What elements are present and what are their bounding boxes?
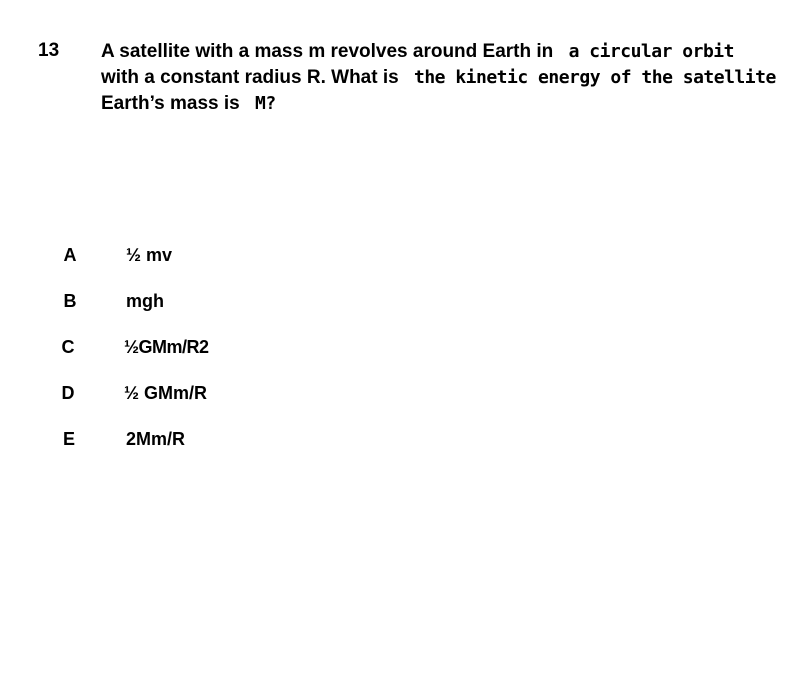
question-text: Earth’s mass is <box>101 93 245 114</box>
option-text-d: ½ GMm/R <box>124 383 208 403</box>
question-text: M? <box>254 93 276 114</box>
question-text: a circular orbit <box>568 41 734 62</box>
option-text-c: ½GMm/R2 <box>124 337 209 357</box>
question-text: A satellite with a mass m revolves around Earth in <box>101 41 559 62</box>
question-text: with a constant radius R. What is <box>101 67 404 88</box>
option-text-b: mgh <box>126 291 164 311</box>
question-stem-line-3 <box>101 91 800 117</box>
question-stem <box>101 39 800 117</box>
option-text-e: 2Mm/R <box>126 429 186 449</box>
option-letter-e: E <box>62 429 75 449</box>
option-letter-a: A <box>63 245 77 265</box>
option-letter-b: B <box>63 291 77 311</box>
option-text-a: ½ mv <box>126 245 173 265</box>
question-stem-line-2 <box>101 65 800 91</box>
question-stem-line-1 <box>101 39 800 65</box>
question-text: the kinetic energy of the satellite <box>413 67 776 88</box>
option-letter-d: D <box>61 383 75 403</box>
option-letter-c: C <box>61 337 75 357</box>
question-number: 13 <box>38 40 60 61</box>
